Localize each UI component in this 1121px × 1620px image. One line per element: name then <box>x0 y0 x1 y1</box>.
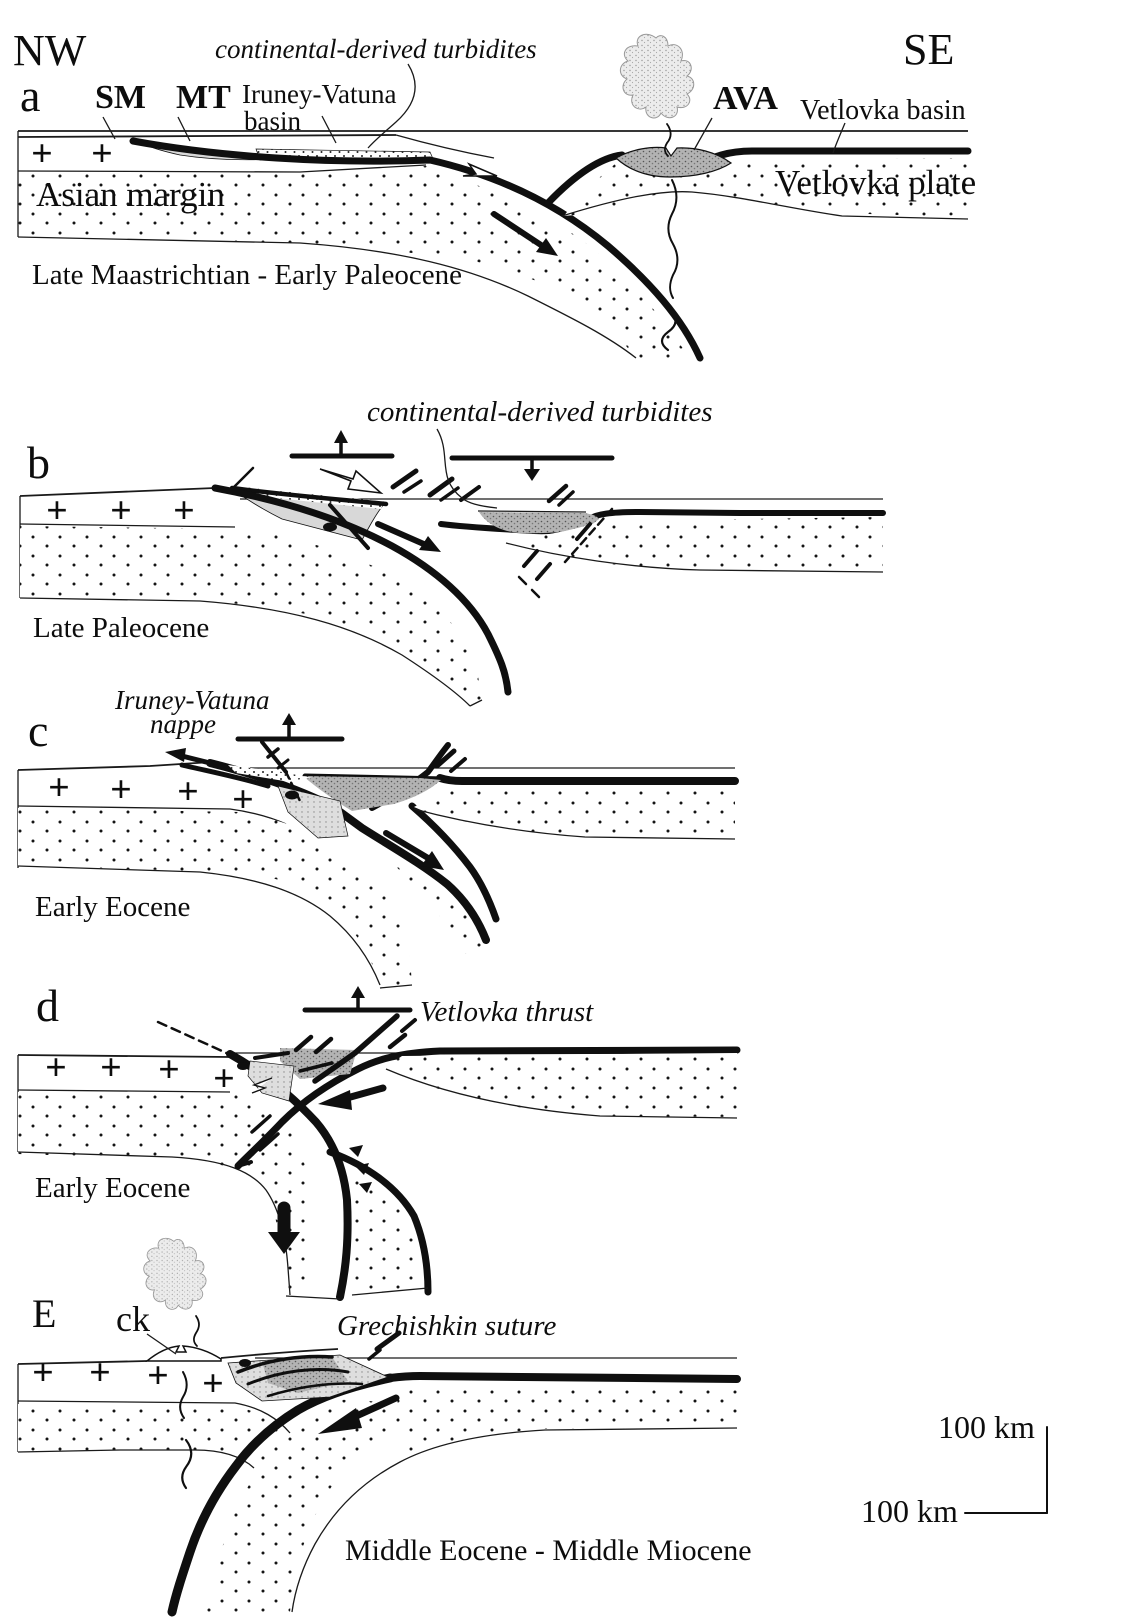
plus-symbol: + <box>173 490 195 532</box>
ava-leader <box>694 118 712 150</box>
nappe-label-2: nappe <box>150 709 216 739</box>
panel-letter-e: E <box>32 1291 57 1336</box>
olistolith-blob-b <box>323 523 337 532</box>
subsidence-arrow-head-b <box>524 469 540 481</box>
crust-top-a <box>18 135 396 137</box>
vetlovka-plate-dots-d <box>386 1053 737 1117</box>
nappe-arrow-shaft-c <box>182 756 206 762</box>
mt-leader <box>178 117 190 141</box>
grechishkin-suture-label: Grechishkin suture <box>337 1310 557 1342</box>
panel-letter-c: c <box>28 705 49 756</box>
vetlovka-basin-label: Vetlovka basin <box>800 95 966 126</box>
stage-label-d: Early Eocene <box>35 1172 191 1204</box>
magma-conduit-a <box>668 180 677 298</box>
olistolith-blob-d <box>237 1062 249 1070</box>
plus-symbol: + <box>89 1352 111 1394</box>
vetlovka-plate-dots-c <box>414 788 735 838</box>
iv-basin-leader <box>322 116 336 143</box>
panel-a <box>13 25 976 358</box>
vetlovka-plate-bottom-e <box>292 1428 737 1612</box>
uplift-arrow-head-b <box>334 430 348 443</box>
plus-symbol: + <box>110 769 132 811</box>
plus-symbol: + <box>232 779 254 821</box>
nappe-arrow-head-c <box>165 748 186 762</box>
plus-symbol: + <box>147 1355 169 1397</box>
shear-glyph-b4 <box>441 488 458 500</box>
fault-glyph-c2 <box>451 759 465 771</box>
panel-b <box>20 396 883 706</box>
white-layer-bottom-d <box>18 1090 230 1092</box>
vetlovka-crust-top-c <box>440 778 735 781</box>
asian-margin-label: Asian margin <box>36 175 225 214</box>
plus-symbol: + <box>202 1363 224 1405</box>
scale-label-horizontal: 100 km <box>861 1493 958 1529</box>
mt-label: MT <box>176 79 231 116</box>
vetlovka-plate-label: Vetlovka plate <box>775 163 977 202</box>
vetlovka-crust-top-e <box>390 1376 737 1379</box>
plus-symbol: + <box>48 767 70 809</box>
volcanic-plume-a <box>620 34 693 118</box>
stage-label-a: Late Maastrichtian - Early Paleocene <box>32 259 462 291</box>
plus-symbol: + <box>32 1352 54 1394</box>
ck-label: ck <box>116 1299 150 1339</box>
thrust-tick-d <box>402 1020 415 1031</box>
plus-symbol: + <box>177 771 199 813</box>
stage-label-e: Middle Eocene - Middle Miocene <box>345 1534 752 1567</box>
panel-letter-a: a <box>20 70 41 121</box>
basin-top-line-b <box>478 511 586 512</box>
nappe-label-1: Iruney-Vatuna <box>115 685 270 715</box>
iruney-vatuna-basin-label-1: Iruney-Vatuna <box>242 79 397 109</box>
mantle-dots-e <box>18 1404 293 1464</box>
compass-nw-label: NW <box>13 26 87 75</box>
fault-tick-b3 <box>537 564 550 579</box>
turbidites-label-b: continental-derived turbidites <box>367 396 713 428</box>
underthrust-arrow-shaft-d <box>347 1088 383 1098</box>
olistolith-blob-e <box>239 1359 251 1367</box>
slab-band2-dots-d <box>344 1170 420 1292</box>
plus-symbol: + <box>110 490 132 532</box>
plume-conduit-e <box>194 1316 199 1346</box>
turbidites-label-a: continental-derived turbidites <box>215 34 537 64</box>
shear-glyph-b5 <box>461 487 479 500</box>
plus-symbol: + <box>91 133 113 175</box>
plus-symbol: + <box>213 1058 235 1100</box>
open-arrow-b <box>320 469 381 493</box>
fault-tick-b2 <box>524 551 537 566</box>
plus-symbol: + <box>46 490 68 532</box>
plus-symbol: + <box>31 133 53 175</box>
vetlovka-thrust-label: Vetlovka thrust <box>420 996 594 1028</box>
uplift-arrow-head-d <box>351 986 365 998</box>
backthrust-b <box>233 468 253 488</box>
sm-label: SM <box>95 79 146 116</box>
compass-se-label: SE <box>903 25 955 74</box>
iruney-vatuna-basin-label-2: basin <box>244 106 301 136</box>
panel-e <box>18 1238 1047 1612</box>
panel-c <box>18 685 735 988</box>
stage-label-b: Late Paleocene <box>33 612 210 644</box>
plus-symbol: + <box>45 1047 67 1089</box>
volcanic-plume-e <box>144 1238 206 1309</box>
panel-letter-d: d <box>36 980 59 1031</box>
plus-symbol: + <box>100 1047 122 1089</box>
wedge-light-d <box>248 1061 294 1101</box>
ava-label: AVA <box>713 80 778 117</box>
stage-label-c: Early Eocene <box>35 891 191 923</box>
scale-label-vertical: 100 km <box>938 1409 1035 1445</box>
panel-letter-b: b <box>27 437 50 488</box>
slab-tip-cut-c <box>380 985 412 988</box>
uplift-arrow-head-c <box>282 713 296 725</box>
panel-d <box>18 980 737 1299</box>
plus-symbol: + <box>158 1049 180 1091</box>
vetlovka-plate-dots-e <box>397 1384 737 1456</box>
shear-glyph-b2 <box>404 481 421 492</box>
